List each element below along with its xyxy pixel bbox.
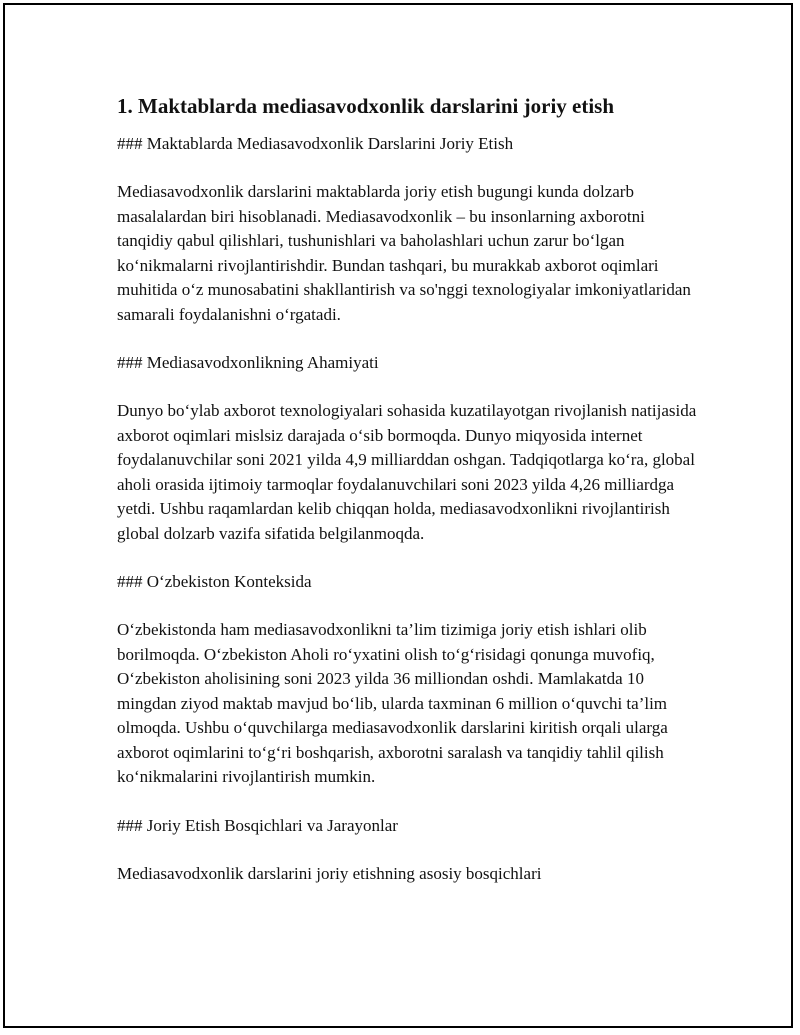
section-heading-importance: ### Mediasavodxonlikning Ahamiyati xyxy=(117,353,379,372)
paragraph-importance: Dunyo bo‘ylab axborot texnologiyalari sohasida kuzatilayotgan rivojlanish natijasida axborot oqimlari mislsiz darajada o‘sib bormoqda. Dunyo miqyosida internet foydalanuvchilar soni 2021 yilda 4,9 milliarddan oshgan. Tadqiqotlarga ko‘ra, global aholi orasida ijtimoiy tarmoqlar foydalanuvchilari soni 2023 yilda 4,26 milliardga yetdi. Ushbu raqamlardan kelib chiqqan holda, mediasavodxonlikni rivojlantirish global dolzarb vazifa sifatida belgilanmoqda. xyxy=(117,401,697,543)
paragraph-intro: Mediasavodxonlik darslarini maktablarda joriy etish bugungi kunda dolzarb masalalardan biri hisoblanadi. Mediasavodxonlik – bu insonlarning axborotni tanqidiy qabul qilishlari, tushunishlari va baholashlari uchun zarur bo‘lgan ko‘nikmalarni rivojlantirishdir. Bundan tashqari, bu murakkab axborot oqimlari muhitida o‘z munosabatini shakllantirish va so'nggi texnologiyalar imkoniyatlaridan samarali foydalanishni o‘rgatadi. xyxy=(117,182,691,324)
document-content xyxy=(117,92,697,910)
section-heading-implementation: ### Joriy Etish Bosqichlari va Jarayonlar xyxy=(117,815,398,835)
section-heading-intro: ### Maktablarda Mediasavodxonlik Darslarini Joriy Etish xyxy=(117,134,514,153)
paragraph-uzbekistan: O‘zbekistonda ham mediasavodxonlikni ta’lim tizimiga joriy etish ishlari olib borilmoqda. O‘zbekiston Aholi ro‘yxatini olish to‘g‘risidagi qonunga muvofiq, O‘zbekiston aholisining soni 2023 yilda 36 milliondan oshdi. Mamlakatda 10 mingdan ziyod maktab mavjud bo‘lib, ularda taxminan 6 million o‘quvchi ta’lim olmoqda. Ushbu o‘quvchilarga mediasavodxonlik darslarini kiritish orqali ularga axborot oqimlarini to‘g‘ri boshqarish, axborotni saralash va tanqidiy tahlil qilish ko‘nikmalarini rivojlantirish mumkin. xyxy=(117,620,668,786)
section-heading-uzbekistan: ### O‘zbekiston Konteksida xyxy=(117,572,312,591)
paragraph-implementation: Mediasavodxonlik darslarini joriy etishning asosiy bosqichlari xyxy=(117,863,542,883)
document-title: 1. Maktablarda mediasavodxonlik darslarini joriy etish xyxy=(117,94,615,118)
